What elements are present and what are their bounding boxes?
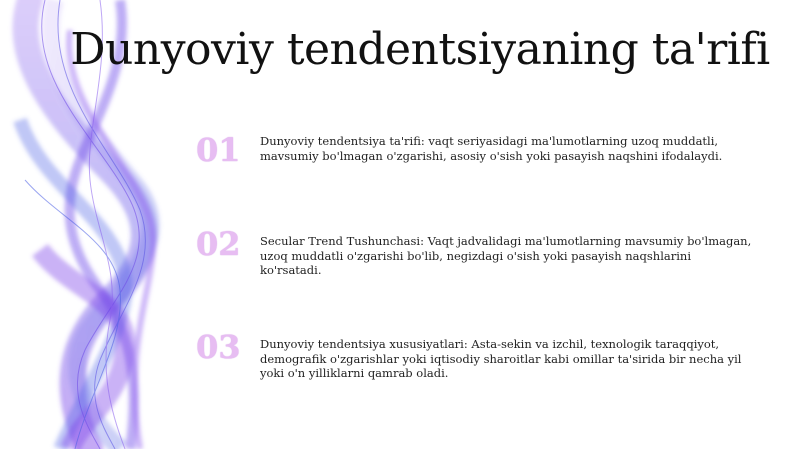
item-number: 03 [196, 328, 241, 366]
item-number: 02 [196, 225, 241, 263]
item-text: Dunyoviy tendentsiya ta'rifi: vaqt seriyasidagi ma'lumotlarning uzoq muddatli, mavsumiy bo'lmagan o'zgarishi, asosiy o'sish yoki pasayish naqshini ifodalaydi. [260, 134, 723, 163]
list-item-3 [196, 329, 756, 381]
item-text: Dunyoviy tendentsiya xususiyatlari: Asta-sekin va izchil, texnologik taraqqiyot, demografik o'zgarishlar yoki iqtisodiy sharoitlar kabi omillar ta'sirida bir necha yil yoki o'n yilliklarni qamrab oladi. [260, 337, 742, 380]
list-item-2 [196, 226, 756, 278]
list-item-1 [196, 132, 756, 168]
item-text: Secular Trend Tushunchasi: Vaqt jadvalidagi ma'lumotlarning mavsumiy bo'lmagan, uzoq muddatli o'zgarishi bo'lib, negizdagi o'sish yoki pasayish naqshlarini ko'rsatadi. [260, 234, 752, 277]
slide-title: Dunyoviy tendentsiyaning ta'rifi [70, 24, 770, 75]
item-number: 01 [196, 131, 241, 169]
